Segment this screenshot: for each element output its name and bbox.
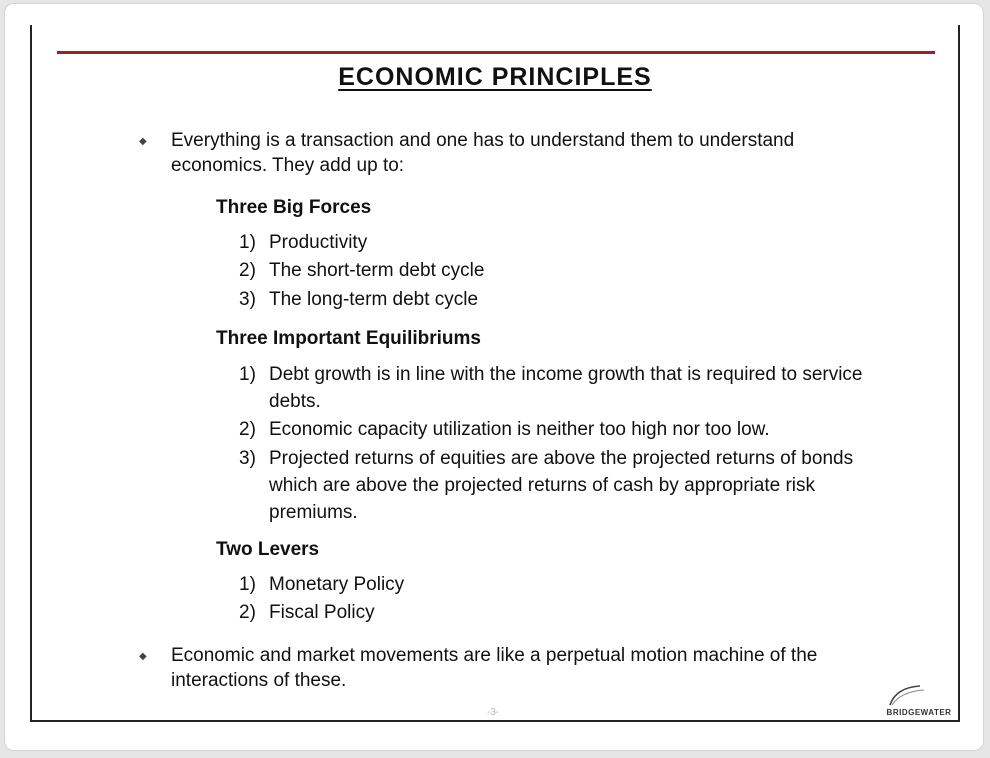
list-item: 1) Productivity [239, 232, 368, 253]
list-item: 1) Monetary Policy [239, 574, 405, 595]
section-heading: Three Big Forces [216, 197, 372, 218]
list-item: 1) Debt growth is in line with the income growth that is required to service debts. [239, 364, 863, 412]
list-item: 3) The long-term debt cycle [239, 289, 479, 310]
intro-paragraph: Everything is a transaction and one has to understand them to understand economics. They add up to: [171, 130, 795, 176]
slide-title: ECONOMIC PRINCIPLES [338, 63, 652, 91]
logo-swoosh-icon [880, 683, 958, 707]
list-item: 3) Projected returns of equities are above the projected returns of bonds which are above the projected returns of cash by appropriate risk premiums. [239, 448, 854, 523]
section-heading: Three Important Equilibriums [216, 328, 481, 349]
logo-wordmark: BRIDGEWATER [886, 708, 952, 717]
bullet-icon: ◆ [139, 651, 147, 662]
list-item: 2) The short-term debt cycle [239, 260, 485, 281]
slide [30, 25, 960, 722]
closing-paragraph: Economic and market movements are like a perpetual motion machine of the interactions of these. [171, 645, 818, 691]
bridgewater-logo [880, 683, 958, 717]
bullet-icon: ◆ [139, 136, 147, 147]
title-rule [57, 51, 935, 54]
section-heading: Two Levers [216, 539, 320, 560]
screenshot-frame [4, 3, 984, 751]
page-number: -3- [487, 707, 500, 718]
list-item: 2) Fiscal Policy [239, 602, 375, 623]
list-item: 2) Economic capacity utilization is neither too high nor too low. [239, 419, 770, 440]
